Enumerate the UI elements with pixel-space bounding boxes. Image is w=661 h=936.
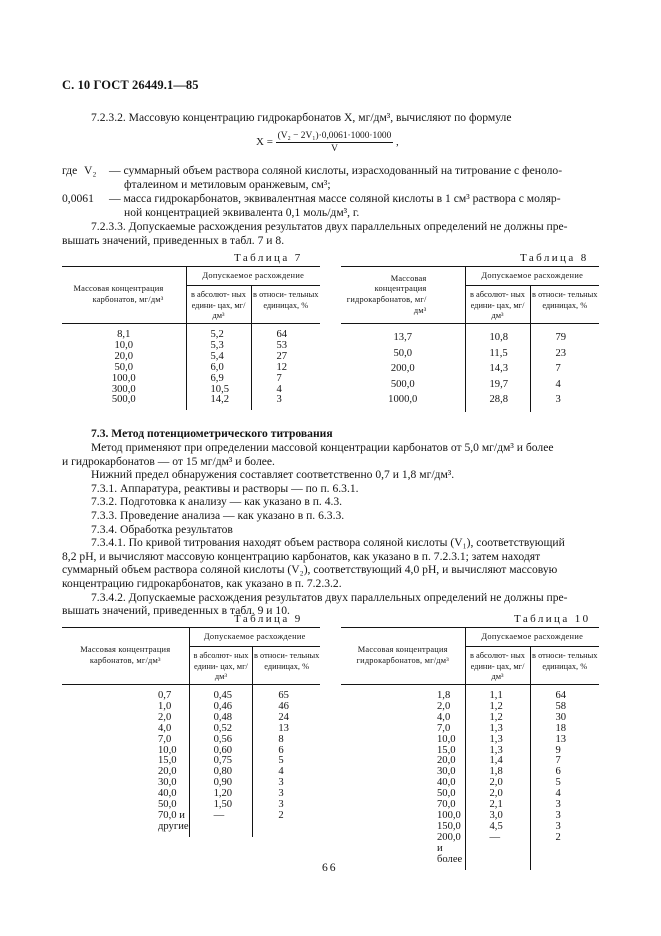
table-cell: 0,7 [158, 690, 172, 701]
table-cell: 2,0 [158, 711, 172, 723]
table-9-caption: Таблица 9 [234, 613, 303, 625]
table-cell: 30,0 [437, 766, 456, 778]
table-cell: 58 [555, 700, 567, 712]
table-7-col3-header: в относи- тельных единицах, % [251, 286, 320, 324]
section-7-3-line: суммарный объем раствора соляной кислоты (V₂), соответствующий 4,0 pH, и вычисляют массовую [62, 563, 558, 577]
table-cell: 7,0 [437, 722, 451, 734]
table-cell: 10,8 [489, 332, 509, 343]
table-cell: 20,0 [437, 755, 456, 767]
table-cell: 200,0 [390, 363, 415, 375]
table-cell: 3,0 [489, 809, 503, 821]
table-cell: 100,0 [111, 372, 136, 384]
section-7-3-line: 7.3.4.2. Допускаемые расхождения результатов двух параллельных определений не должны пре- [91, 590, 568, 604]
table-cell: 2,0 [437, 700, 451, 712]
table-cell: 50,0 [158, 799, 177, 811]
table-cell: 150,0 [437, 820, 461, 832]
table-cell: 200,0 и более [437, 831, 463, 865]
table-cell: 1,8 [437, 690, 451, 701]
table-7-col1-header: Массовая концентрация карбонатов, мг/дм³ [62, 267, 186, 324]
table-cell: 12 [276, 361, 288, 373]
table-10-col1-header: Массовая концентрация гидрокарбонатов, мг/дм³ [341, 628, 465, 685]
table-10-caption: Таблица 10 [514, 613, 591, 625]
table-cell: 1,50 [213, 799, 233, 811]
table-cell: 18 [555, 722, 567, 734]
table-7 [62, 266, 320, 410]
table-cell: 3 [555, 799, 561, 811]
section-7-3-line: 7.3.2. Подготовка к анализу — как указано в п. 4.3. [91, 495, 343, 509]
section-7-3-line: 7.3.1. Аппаратура, реактивы и растворы — по п. 6.3.1. [91, 481, 359, 495]
table-9-col3-header: в относи- тельных единицах, % [253, 647, 320, 685]
table-cell: 50,0 [393, 347, 413, 359]
table-cell: 1,20 [213, 788, 233, 800]
table-cell: 4 [278, 766, 284, 778]
table-cell: 19,7 [489, 378, 509, 390]
table-cell: 0,52 [213, 722, 233, 734]
table-cell: 1000,0 [388, 394, 418, 406]
table-cell: 65 [278, 690, 289, 701]
table-8-col1-header: Массовая концентрация гидрокарбонатов, мг/дм³ [341, 267, 465, 324]
table-cell: 46 [278, 700, 289, 712]
page-number: 66 [322, 861, 338, 874]
where-prefix: где [62, 164, 78, 177]
table-cell: 0,48 [213, 711, 233, 723]
table-cell: 4 [555, 788, 561, 800]
table-cell: 4,5 [489, 820, 503, 832]
table-cell: 1,3 [489, 744, 503, 756]
table-cell: 5,3 [210, 339, 224, 351]
table-cell: — [489, 831, 501, 843]
table-cell: 300,0 [111, 383, 136, 395]
table-cell: 3 [555, 820, 561, 832]
table-cell: 2,0 [489, 788, 503, 800]
table-cell: 3 [555, 809, 561, 821]
table-cell: 5,4 [210, 350, 224, 362]
table-cell: 15,0 [158, 755, 177, 767]
table-7-caption: Таблица 7 [234, 252, 303, 264]
table-9 [62, 627, 320, 837]
table-cell: 4,0 [437, 711, 451, 723]
table-8-col2-header: в абсолют- ных едини- цах, мг/дм³ [465, 286, 530, 324]
table-cell: 7 [555, 363, 561, 375]
bicarbonate-formula [256, 131, 399, 154]
table-cell: 4,0 [158, 722, 172, 734]
paragraph-7-2-3-3-line1: 7.2.3.3. Допускаемые расхождения результатов двух параллельных определений не должны пре- [91, 220, 568, 233]
table-cell: 4 [276, 383, 282, 395]
paragraph-7-2-3-2: 7.2.3.2. Массовую концентрацию гидрокарбонатов X, мг/дм³, вычисляют по формуле [91, 111, 512, 124]
table-cell: 28,8 [489, 394, 509, 406]
table-cell: 23 [555, 347, 567, 359]
section-7-3-line: Нижний предел обнаружения составляет соответственно 0,7 и 1,8 мг/дм³. [91, 468, 455, 482]
table-cell: 6 [555, 766, 561, 778]
table-cell: 13,7 [393, 332, 413, 343]
table-cell: 24 [278, 711, 289, 723]
table-7-col2-header: в абсолют- ных едини- цах, мг/дм³ [186, 286, 251, 324]
table-cell: 7,0 [158, 733, 172, 745]
table-cell: 6,0 [210, 361, 224, 373]
table-cell: 2 [278, 809, 284, 821]
table-cell: 0,60 [213, 744, 233, 756]
table-cell: 6 [278, 744, 284, 756]
table-cell: 1,2 [489, 700, 503, 712]
table-9-col1-header: Массовая концентрация карбонатов, мг/дм³ [62, 628, 189, 685]
where-const-line2: ной концентрацией эквивалента 0,1 моль/дм³, г. [124, 206, 360, 219]
table-cell: 0,45 [213, 690, 233, 701]
table-cell: 100,0 [437, 809, 461, 821]
table-cell: 14,3 [489, 363, 509, 375]
table-cell: 0,56 [213, 733, 233, 745]
table-cell: 6,9 [210, 372, 224, 384]
formula-lhs: X = [256, 136, 273, 149]
paragraph-7-2-3-3-line2: вышать значений, приведенных в табл. 7 и 8. [62, 234, 285, 247]
table-cell: 0,75 [213, 755, 233, 767]
table-cell: 13 [555, 733, 567, 745]
table-cell: 3 [278, 777, 284, 789]
section-7-3-heading: 7.3. Метод потенциометрического титрования [91, 427, 333, 440]
table-cell: 30 [555, 711, 567, 723]
table-cell: 10,0 [114, 339, 134, 351]
table-cell: 20,0 [114, 350, 134, 362]
table-cell: 11,5 [489, 347, 508, 359]
table-cell: 14,2 [210, 394, 230, 406]
table-cell: 0,46 [213, 700, 233, 712]
table-cell: — [213, 809, 225, 821]
table-cell: 0,80 [213, 766, 233, 778]
table-cell: 1,1 [489, 690, 503, 701]
table-10 [341, 627, 599, 870]
table-cell: 40,0 [437, 777, 456, 789]
section-7-3-line: концентрацию гидрокарбонатов, как указано в п. 7.2.3.2. [62, 577, 342, 590]
table-cell: 40,0 [158, 788, 177, 800]
table-cell: 3 [278, 788, 284, 800]
section-7-3-line: и гидрокарбонатов — от 15 мг/дм³ и более. [62, 454, 275, 468]
table-cell: 64 [555, 690, 567, 701]
table-cell: 79 [555, 332, 567, 343]
table-cell: 5 [555, 777, 561, 789]
table-cell: 7 [555, 755, 561, 767]
where-v2-line2: фталеином и метиловым оранжевым, см³; [124, 178, 331, 191]
table-cell: 5 [278, 755, 284, 767]
table-cell: 1,2 [489, 711, 503, 723]
table-7-group-header: Допускаемое расхождение [186, 267, 320, 286]
formula-numerator: (V₂ − 2V₁)·0,0061·1000·1000 [277, 131, 392, 141]
table-cell: 9 [555, 744, 561, 756]
section-7-3-line: 7.3.4. Обработка результатов [91, 522, 233, 536]
table-cell: 5,2 [210, 329, 224, 340]
table-cell: 64 [276, 329, 288, 340]
table-10-col3-header: в относи- тельных единицах, % [530, 647, 599, 685]
where-const-line1: — масса гидрокарбонатов, эквивалентная массе соляной кислоты в 1 см³ раствора с моляр- [109, 192, 561, 205]
table-cell: 500,0 [111, 394, 136, 406]
table-cell: 30,0 [158, 777, 177, 789]
formula-tail: , [396, 136, 399, 149]
table-cell: 27 [276, 350, 288, 362]
table-cell: 2 [555, 831, 561, 843]
table-cell: 13 [278, 722, 289, 734]
section-7-3-line: Метод применяют при определении массовой концентрации карбонатов от 5,0 мг/дм³ и более [91, 441, 554, 454]
where-const-symbol: 0,0061 [62, 192, 94, 205]
table-9-group-header: Допускаемое расхождение [189, 628, 320, 647]
table-cell: 2,0 [489, 777, 503, 789]
table-cell: 1,0 [158, 700, 172, 712]
table-cell: 20,0 [158, 766, 177, 778]
table-cell: 500,0 [390, 378, 415, 390]
table10-data-block [341, 685, 599, 870]
table-cell: 8 [278, 733, 284, 745]
table-cell: 1,8 [489, 766, 503, 778]
where-v2-symbol: V₂ [84, 164, 97, 177]
formula-fraction [276, 131, 394, 154]
table-cell: 15,0 [437, 744, 456, 756]
table-cell: 3 [555, 394, 561, 406]
table-cell: 10,0 [158, 744, 177, 756]
table-cell: 7 [276, 372, 282, 384]
table-8 [341, 266, 599, 412]
section-7-3-line: 8,2 pH, и вычисляют массовую концентрацию карбонатов, как указано в п. 7.2.3.1; затем находят [62, 549, 541, 563]
table-10-col2-header: в абсолют- ных едини- цах, мг/дм³ [465, 647, 530, 685]
table-cell: 50,0 [114, 361, 134, 373]
formula-denominator: V [331, 144, 338, 154]
table9-data-block [62, 685, 320, 837]
where-v2-line1: — суммарный объем раствора соляной кислоты, израсходованный на титрование с феноло- [109, 164, 563, 177]
table-cell: 10,5 [210, 383, 230, 395]
table-8-caption: Таблица 8 [520, 252, 589, 264]
table-cell: 2,1 [489, 799, 503, 811]
table7-data-block [62, 324, 320, 411]
table-cell: 4 [555, 378, 561, 390]
section-7-3-line: 7.3.4.1. По кривой титрования находят объем раствора соляной кислоты (V₁), соответствующий [91, 536, 565, 550]
table-cell: 53 [276, 339, 288, 351]
table-cell: 1,3 [489, 733, 503, 745]
table-8-group-header: Допускаемое расхождение [465, 267, 599, 286]
table-cell: 70,0 и другие [158, 809, 189, 832]
page-header: С. 10 ГОСТ 26449.1—85 [62, 78, 199, 92]
table-cell: 50,0 [437, 788, 456, 800]
table-cell: 3 [278, 799, 284, 811]
table-cell: 10,0 [437, 733, 456, 745]
table-8-col3-header: в относи- тельных единицах, % [530, 286, 599, 324]
section-7-3-line: 7.3.3. Проведение анализа — как указано в п. 6.3.3. [91, 509, 345, 522]
table-cell: 70,0 [437, 799, 456, 811]
table-cell: 1,3 [489, 722, 503, 734]
table-cell: 1,4 [489, 755, 503, 767]
table8-data-block [341, 324, 599, 412]
section-7-3-line: вышать значений, приведенных в табл. 9 и 10. [62, 604, 290, 618]
table-cell: 8,1 [117, 329, 131, 340]
table-9-col2-header: в абсолют- ных едини- цах, мг/дм³ [189, 647, 253, 685]
table-cell: 3 [276, 394, 282, 406]
table-cell: 0,90 [213, 777, 233, 789]
table-10-group-header: Допускаемое расхождение [465, 628, 599, 647]
